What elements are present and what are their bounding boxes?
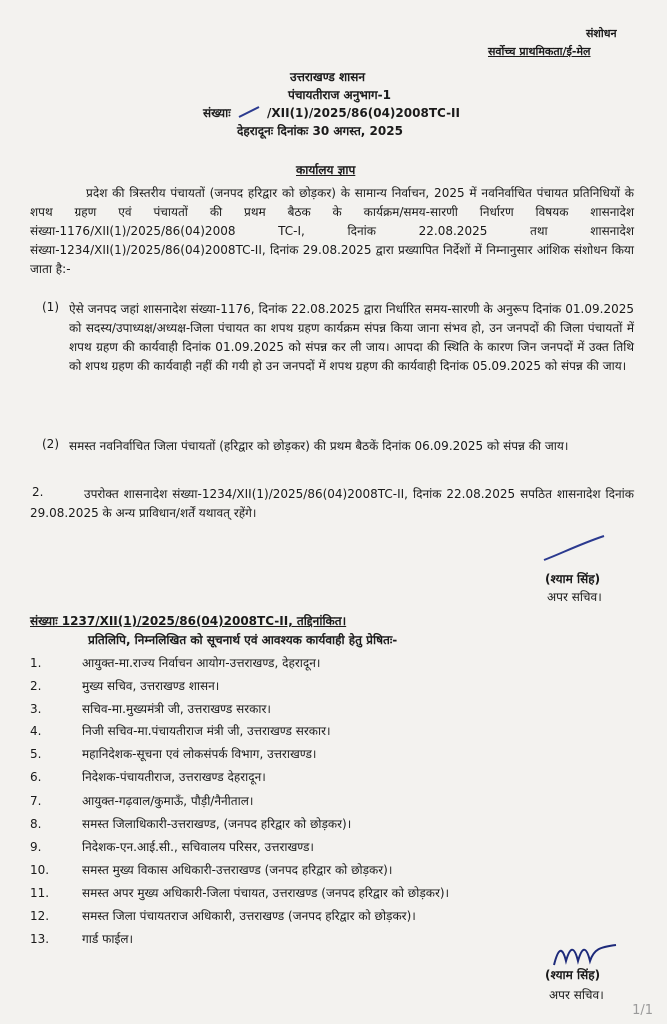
para-2-number: 2. xyxy=(32,485,44,499)
memo-date-value: 30 अगस्त, 2025 xyxy=(312,124,403,138)
signature-2-name: (श्याम सिंह) xyxy=(545,968,601,982)
para-2-text: उपरोक्त शासनादेश संख्या-1234/XII(1)/2025/86(04)2008TC-II, दिनांक 22.08.2025 सपठित शासनादेश दिनांक 29.08.2025 के अन्य प्राविधान/शर्तें यथावत् रहेंगे। xyxy=(30,487,634,520)
page-indicator: 1/1 xyxy=(632,1003,653,1018)
signature-1-name: (श्याम सिंह) xyxy=(545,572,601,586)
copy-list-item: 13. गार्ड फाईल। xyxy=(30,932,134,946)
copy-list-item: 4. निजी सचिव-मा.पंचायतीराज मंत्री जी, उत्तराखण्ड सरकार। xyxy=(30,724,331,738)
copy-list-item: 12. समस्त जिला पंचायतराज अधिकारी, उत्तराखण्ड (जनपद हरिद्वार को छोड़कर)। xyxy=(30,909,416,923)
copy-list-item: 3. सचिव-मा.मुख्यमंत्री जी, उत्तराखण्ड सरकार। xyxy=(30,702,271,716)
copy-intro: प्रतिलिपि, निम्नलिखित को सूचनार्थ एवं आवश्यक कार्यवाही हेतु प्रेषितः- xyxy=(88,633,398,647)
memo-number xyxy=(203,104,460,121)
copy-list-item: 2. मुख्य सचिव, उत्तराखण्ड शासन। xyxy=(30,679,220,693)
copy-list-item: 7. आयुक्त-गढ़वाल/कुमाऊँ, पौड़ी/नैनीताल। xyxy=(30,794,254,808)
memo-number-value: /XII(1)/2025/86(04)2008TC-II xyxy=(267,106,460,120)
copy-number-line: संख्याः 1237/XII(1)/2025/86(04)2008TC-II, तद्दिनांकित। xyxy=(30,614,347,628)
memo-title: कार्यालय ज्ञाप xyxy=(296,163,356,177)
copy-list-item: 9. निदेशक-एन.आई.सी., सचिवालय परिसर, उत्तराखण्ड। xyxy=(30,840,314,854)
memo-date xyxy=(237,122,403,139)
copy-list-item: 11. समस्त अपर मुख्य अधिकारी-जिला पंचायत, उत्तराखण्ड (जनपद हरिद्वार को छोड़कर)। xyxy=(30,886,450,900)
point-2-number: (2) xyxy=(42,437,59,451)
point-1-number: (1) xyxy=(42,300,59,314)
copy-list-item: 1. आयुक्त-मा.राज्य निर्वाचन आयोग-उत्तराखण्ड, देहरादून। xyxy=(30,656,321,670)
copy-list-item: 5. महानिदेशक-सूचना एवं लोकसंपर्क विभाग, उत्तराखण्ड। xyxy=(30,747,317,761)
intro-paragraph: प्रदेश की त्रिस्तरीय पंचायतों (जनपद हरिद्वार को छोड़कर) के सामान्य निर्वाचन, 2025 में नवनिर्वाचित पंचायत प्रतिनिधियों के शपथ ग्रहण एवं पंचायतों की प्रथम बैठक के कार्यक्रम/समय-सारणी निर्धारण विषयक शासनादेश संख्या-1176/XII(1)/2025/86(04)2008 TC-I, दिनांक 22.08.2025 तथा शासनादेश संख्या-1234/XII(1)/2025/86(04)2008TC-II, दिनांक 29.08.2025 द्वारा प्रख्यापित निर्देशों में निम्नानुसार आंशिक संशोधन किया जाता है:- xyxy=(30,186,634,276)
signature-1-title: अपर सचिव। xyxy=(547,590,602,604)
point-2-text: समस्त नवनिर्वाचित जिला पंचायतों (हरिद्वार को छोड़कर) की प्रथम बैठकें दिनांक 06.09.2025 को संपन्न की जाय। xyxy=(69,439,569,453)
copy-list-item: 8. समस्त जिलाधिकारी-उत्तराखण्ड, (जनपद हरिद्वार को छोड़कर)। xyxy=(30,817,352,831)
point-1-text: ऐसे जनपद जहां शासनादेश संख्या-1176, दिनांक 22.08.2025 द्वारा निर्धारित समय-सारणी के अनुरूप दिनांक 01.09.2025 को सदस्य/उपाध्यक्ष/अध्यक्ष-जिला पंचायत का शपथ ग्रहण कार्यक्रम संपन्न किया जाना संभव हो, उन जनपदों की जिला पंचायतों में शपथ ग्रहण की कार्यवाही दिनांक 01.09.2025 को संपन्न कर ली जाय। आपदा की स्थिति के कारण जिन जनपदों में उक्त तिथि को शपथ ग्रहण की कार्यवाही नहीं की गयी हो उन जनपदों में शपथ ग्रहण की कार्यवाही दिनांक 05.09.2025 को संपन्न की जाय। xyxy=(69,302,634,373)
section-name: पंचायतीराज अनुभाग-1 xyxy=(288,88,392,102)
priority-tag: सर्वोच्च प्राथमिकता/ई-मेल xyxy=(488,45,591,58)
signature-2-title: अपर सचिव। xyxy=(549,988,604,1002)
memo-number-label: संख्याः xyxy=(203,106,231,120)
memo-date-label: देहरादूनः दिनांकः xyxy=(237,124,309,138)
government-name: उत्तराखण्ड शासन xyxy=(290,70,366,84)
revision-tag: संशोधन xyxy=(586,27,617,40)
copy-list-item: 6. निदेशक-पंचायतीराज, उत्तराखण्ड देहरादून। xyxy=(30,770,266,784)
copy-list-item: 10. समस्त मुख्य विकास अधिकारी-उत्तराखण्ड (जनपद हरिद्वार को छोड़कर)। xyxy=(30,863,393,877)
handwritten-stroke xyxy=(237,105,261,119)
signature-mark-1 xyxy=(540,532,610,566)
